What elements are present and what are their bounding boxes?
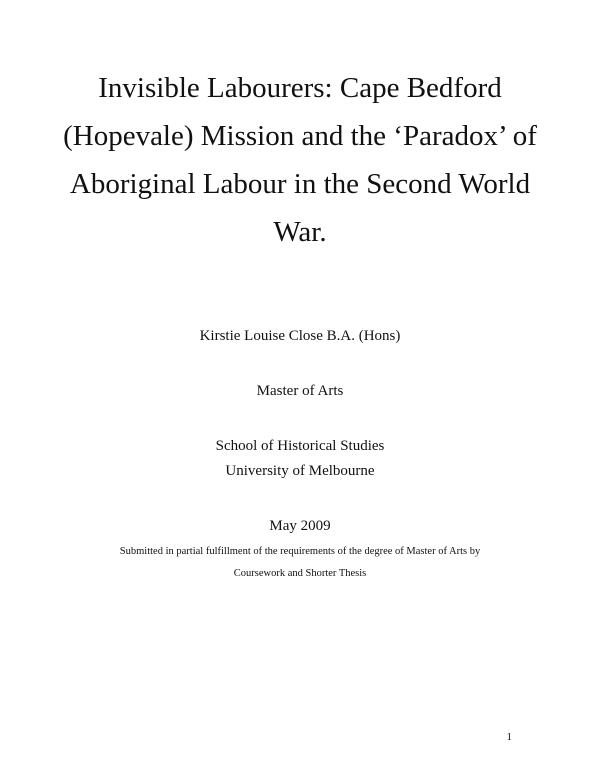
submission-statement-line-1: Submitted in partial fulfillment of the requirements of the degree of Master of Arts by [119,546,481,557]
university-name: University of Melbourne [225,463,375,479]
degree-name: Master of Arts [256,383,344,399]
title-line-3: Aboriginal Labour in the Second World [69,168,531,200]
title-line-4: War. [273,216,327,248]
school-name: School of Historical Studies [215,438,385,454]
submission-statement-line-2: Coursework and Shorter Thesis [233,568,367,579]
author-name: Kirstie Louise Close B.A. (Hons) [199,328,401,344]
title-line-1: Invisible Labourers: Cape Bedford [98,72,502,104]
page-number: 1 [506,731,512,743]
title-line-2: (Hopevale) Mission and the ‘Paradox’ of [63,120,537,152]
thesis-title [60,64,540,256]
submission-date: May 2009 [269,518,331,534]
